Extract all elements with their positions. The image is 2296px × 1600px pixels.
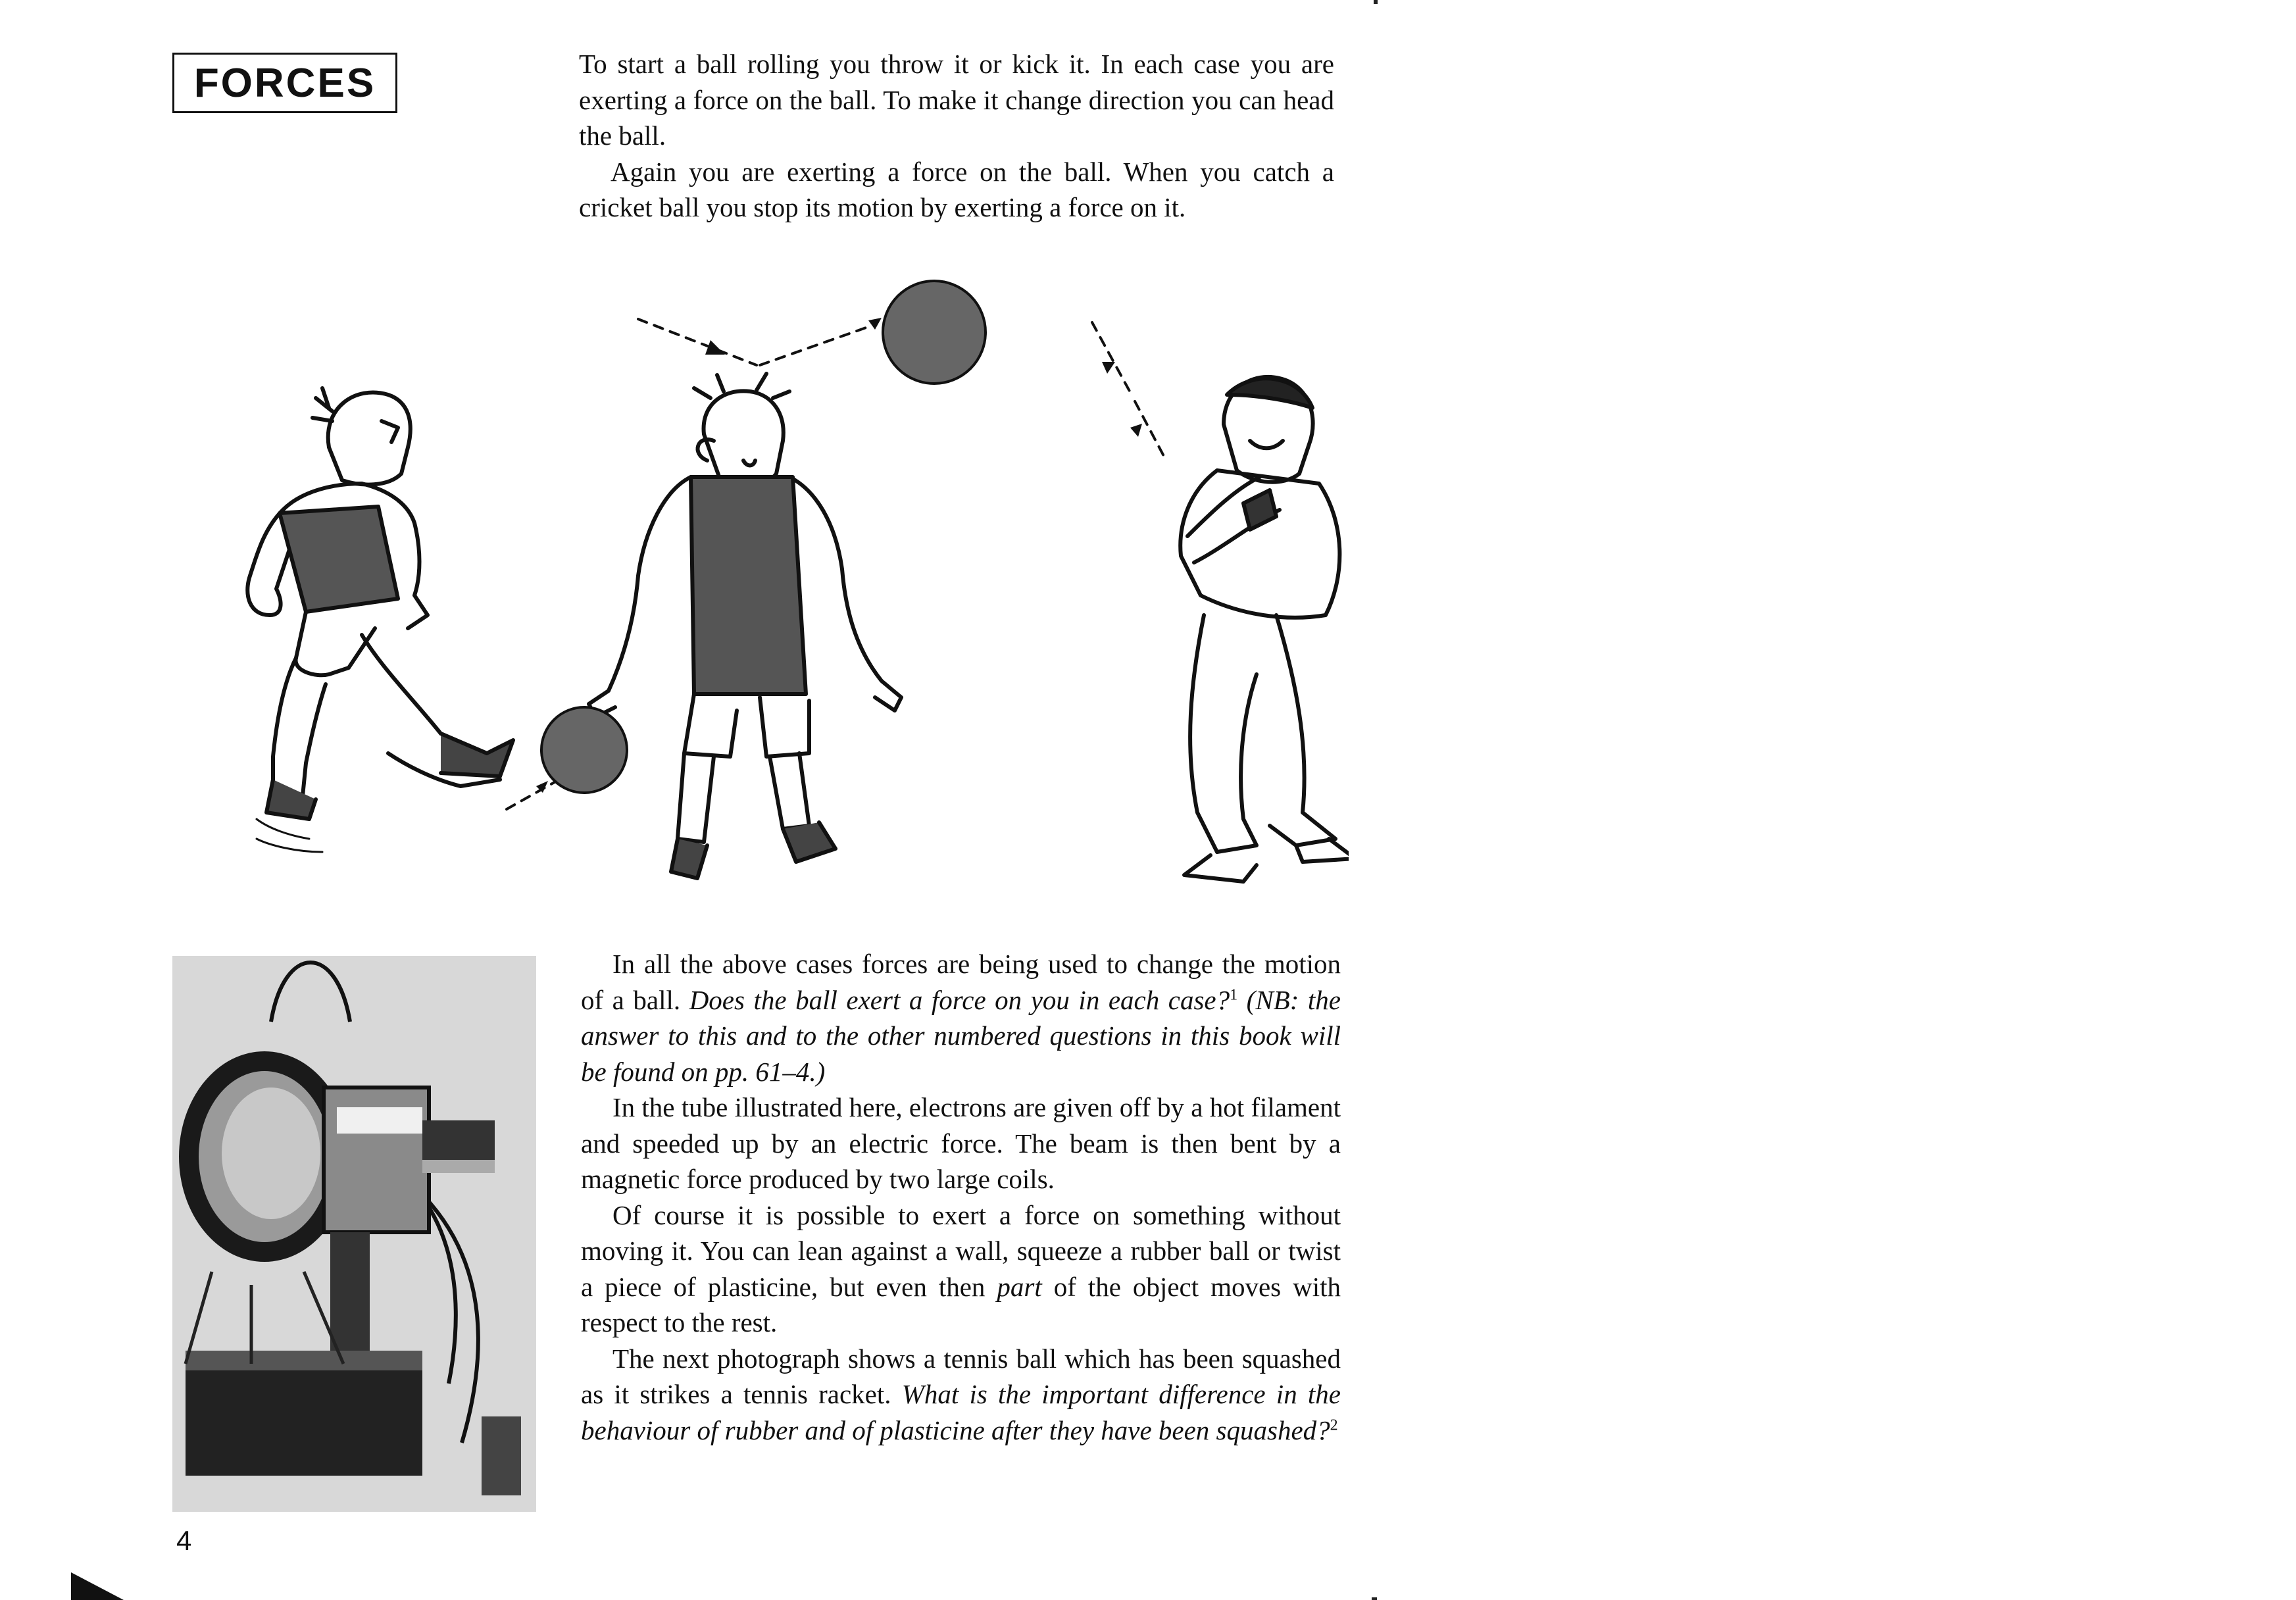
headed-football	[883, 281, 986, 384]
paragraph-2: Again you are exerting a force on the ball. When you catch a cricket ball you stop its motion by exerting a force on it.	[579, 156, 1334, 222]
crop-mark	[1372, 1597, 1377, 1600]
arrow-head-icon	[705, 340, 725, 355]
paragraph-5	[581, 1197, 1341, 1341]
paragraph-5-end: of the object moves with respect to the rest.	[581, 1271, 1341, 1338]
heading-boy-figure	[589, 374, 901, 878]
question-2-number: 2	[1330, 1416, 1338, 1434]
arrow-head-icon	[1130, 424, 1142, 437]
intro-text	[579, 46, 1334, 226]
section-title: FORCES	[172, 53, 397, 113]
kicking-boy-figure	[247, 388, 513, 852]
paragraph-5-text: Of course it is possible to exert a force on something without moving it. You can lean against a wall, squeeze a rubber ball or twist a piece of plasticine, but even then	[581, 1199, 1341, 1302]
footballers-and-cricket-catch-illustration	[164, 260, 1349, 924]
paragraph-6-text: The next photograph shows a tennis ball which has been squashed as it strikes a tennis racket.	[581, 1343, 1341, 1409]
paragraph-3-text: In all the above cases forces are being used to change the motion of a ball.	[581, 949, 1341, 1015]
crop-mark	[1374, 0, 1378, 4]
main-text	[581, 946, 1341, 1448]
question-2: What is the important difference in the behaviour of rubber and of plasticine after they have been squashed?	[581, 1379, 1341, 1445]
arrow-head-icon	[1102, 362, 1115, 374]
question-1: Does the ball exert a force on you in each case?	[689, 984, 1230, 1015]
paragraph-4: In the tube illustrated here, electrons are given off by a hot filament and speeded up by an electric force. The beam is then bent by a magnetic force produced by two large coils.	[581, 1092, 1341, 1194]
paragraph-1: To start a ball rolling you throw it or kick it. In each case you are exerting a force on the ball. To make it change direction you can head the ball.	[579, 49, 1334, 151]
kicked-football	[541, 707, 627, 793]
catching-boy-figure	[1180, 377, 1349, 882]
paragraph-3	[581, 946, 1341, 1089]
arrow-head-icon	[868, 318, 882, 330]
page-number: 4	[176, 1525, 192, 1556]
question-1-number: 1	[1230, 986, 1238, 1003]
paragraph-3-note: (NB: the answer to this and to the other numbered questions in this book will be found on pp. 61–4.)	[581, 984, 1341, 1087]
paragraph-6	[581, 1341, 1341, 1449]
paragraph-5-emphasis: part	[997, 1271, 1042, 1302]
page-corner-mark-icon	[71, 1566, 130, 1600]
electron-beam-tube-photo	[172, 956, 536, 1512]
